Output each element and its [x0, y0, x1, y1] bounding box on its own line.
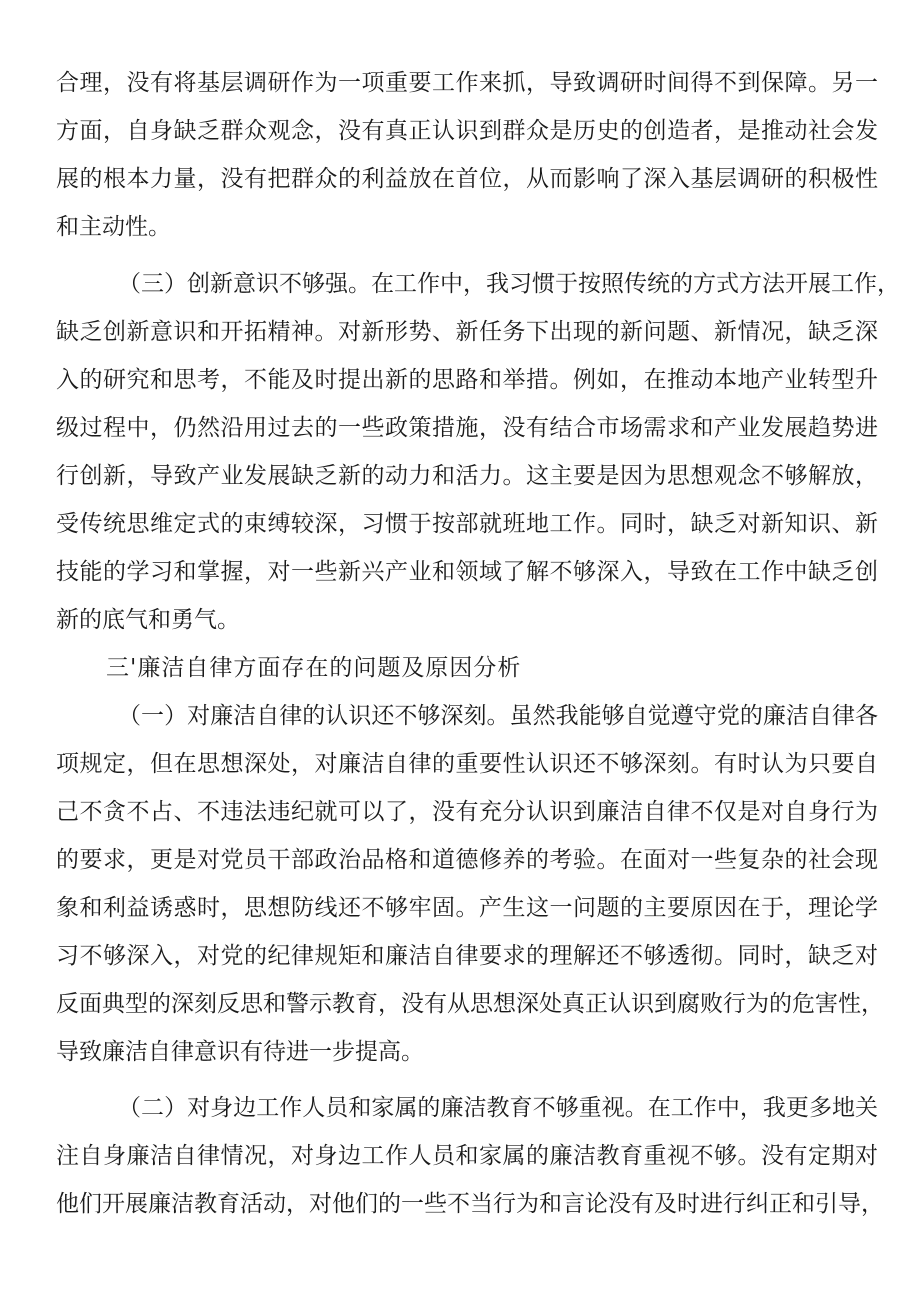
text-line: 新的底气和勇气。 [56, 607, 240, 633]
text-line: 方面，自身缺乏群众观念，没有真正认识到群众是历史的创造者，是推动社会发 [56, 118, 878, 144]
text-line: 己不贪不占、不违法违纪就可以了，没有充分认识到廉洁自律不仅是对自身行为 [56, 799, 878, 825]
section-heading: 三'廉洁自律方面存在的问题及原因分析 [106, 655, 522, 681]
text-line: （一）对廉洁自律的认识还不够深刻。虽然我能够自觉遵守党的廉洁自律各 [118, 703, 878, 729]
text-line: 注自身廉洁自律情况，对身边工作人员和家属的廉洁教育重视不够。没有定期对 [56, 1143, 878, 1169]
text-line: 他们开展廉洁教育活动，对他们的一些不当行为和言论没有及时进行纠正和引导， [56, 1191, 884, 1217]
text-line: 象和利益诱惑时，思想防线还不够牢固。产生这一问题的主要原因在于，理论学 [56, 895, 878, 921]
text-line: 合理，没有将基层调研作为一项重要工作来抓，导致调研时间得不到保障。另一 [56, 70, 878, 96]
text-line: 习不够深入，对党的纪律规矩和廉洁自律要求的理解还不够透彻。同时，缺乏对 [56, 943, 878, 969]
text-line: 缺乏创新意识和开拓精神。对新形势、新任务下出现的新问题、新情况，缺乏深 [56, 319, 878, 345]
text-line: 项规定，但在思想深处，对廉洁自律的重要性认识还不够深刻。有时认为只要自 [56, 751, 878, 777]
text-line: 反面典型的深刻反思和警示教育，没有从思想深处真正认识到腐败行为的危害性， [56, 991, 884, 1017]
text-line: （二）对身边工作人员和家属的廉洁教育不够重视。在工作中，我更多地关 [118, 1095, 878, 1121]
text-line: （三）创新意识不够强。在工作中，我习惯于按照传统的方式方法开展工作， [118, 271, 900, 297]
text-line: 和主动性。 [56, 214, 171, 240]
text-line: 入的研究和思考，不能及时提出新的思路和举措。例如，在推动本地产业转型升 [56, 367, 878, 393]
text-line: 级过程中，仍然沿用过去的一些政策措施，没有结合市场需求和产业发展趋势进 [56, 415, 878, 441]
text-line: 技能的学习和掌握，对一些新兴产业和领域了解不够深入，导致在工作中缺乏创 [56, 559, 878, 585]
text-line: 受传统思维定式的束缚较深，习惯于按部就班地工作。同时，缺乏对新知识、新 [56, 511, 878, 537]
text-line: 展的根本力量，没有把群众的利益放在首位，从而影响了深入基层调研的积极性 [56, 166, 878, 192]
text-line: 导致廉洁自律意识有待进一步提高。 [56, 1039, 424, 1065]
text-line: 的要求，更是对党员干部政治品格和道德修养的考验。在面对一些复杂的社会现 [56, 847, 878, 873]
text-line: 行创新，导致产业发展缺乏新的动力和活力。这主要是因为思想观念不够解放， [56, 463, 878, 489]
